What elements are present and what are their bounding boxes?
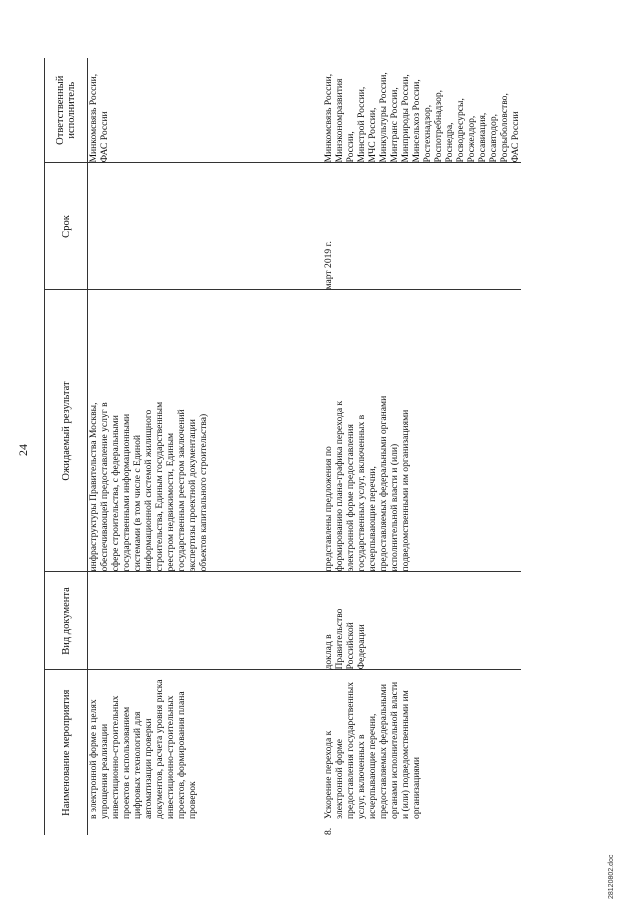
- expected-result-cell: [88, 290, 323, 572]
- measure-name: в электронной форме в целях упрощения реализации инвестиционно-строительных проектов с использованием цифровых технологий для автоматизации проверки документов, расчета уровня риска инвестиционно-строительных проектов, формирования плана проверок: [88, 679, 198, 819]
- document-type-cell: [88, 572, 323, 670]
- header-document-type: Вид документа: [45, 572, 88, 670]
- row-number: 8.: [322, 827, 334, 835]
- term-cell: [323, 163, 521, 290]
- term-cell: [88, 163, 323, 290]
- document-type-cell: [323, 572, 521, 670]
- document-type: доклад в Правительство Российской Федерации: [322, 608, 367, 670]
- table-row: [323, 58, 521, 835]
- expected-result: представлены предложения по формированию плана-графика перехода к электронной форме предоставления государственных услуг, включенных в исчерпывающие перечни, предоставляемых федеральными органами исполнительной власти и (или) подведомственными им организациями: [322, 395, 411, 572]
- responsible-executor-cell: [88, 58, 323, 163]
- responsible-executor-cell: [323, 58, 521, 163]
- expected-result-cell: [323, 290, 521, 572]
- term: март 2019 г.: [322, 241, 334, 290]
- table-header-row: [45, 58, 88, 835]
- page-number: 24: [16, 444, 30, 456]
- responsible-executor: Минкомсвязь России, ФАС России: [88, 73, 110, 163]
- responsible-executor: Минкомсвязь России, Минэкономразвития России, Минстрой России, МЧС России, Минкультуры России, Минтранс России, Минприроды России, Минсельхоз России, Ростехнадзор, Роспотребнадзор, Роснедра, Росводресурсы, Росжелдор, Росавиация, Росавтодор, Росрыболовство, ФАС России: [322, 72, 521, 163]
- header-expected-result: Ожидаемый результат: [45, 290, 88, 572]
- document-filename: 28120802.doc: [608, 854, 615, 899]
- measure-name: Ускорение перехода к электронной форме предоставления государственных услуг, включенных в исчерпывающие перечни, предоставляемых федеральными органами исполнительной власти и (или) подведомственными им организациями: [322, 681, 422, 819]
- expected-result: инфраструктуры Правительства Москвы, обеспечивающей предоставление услуг в сфере строительства, с федеральными государственными информационными системами (в том числе с Единой информационной системой жилищного строительства, Единым государственным реестром недвижимости, Единым государственным реестром заключений экспертизы проектной документации объектов капитального строительства): [88, 401, 209, 572]
- measures-table: [44, 58, 521, 835]
- measure-name-cell: [88, 670, 323, 835]
- header-responsible-executor: Ответственный исполнитель: [45, 58, 88, 163]
- measure-name-cell: [323, 670, 521, 835]
- header-measure-name: Наименование мероприятия: [45, 670, 88, 835]
- table-row: [88, 58, 323, 835]
- header-term: Срок: [45, 163, 88, 290]
